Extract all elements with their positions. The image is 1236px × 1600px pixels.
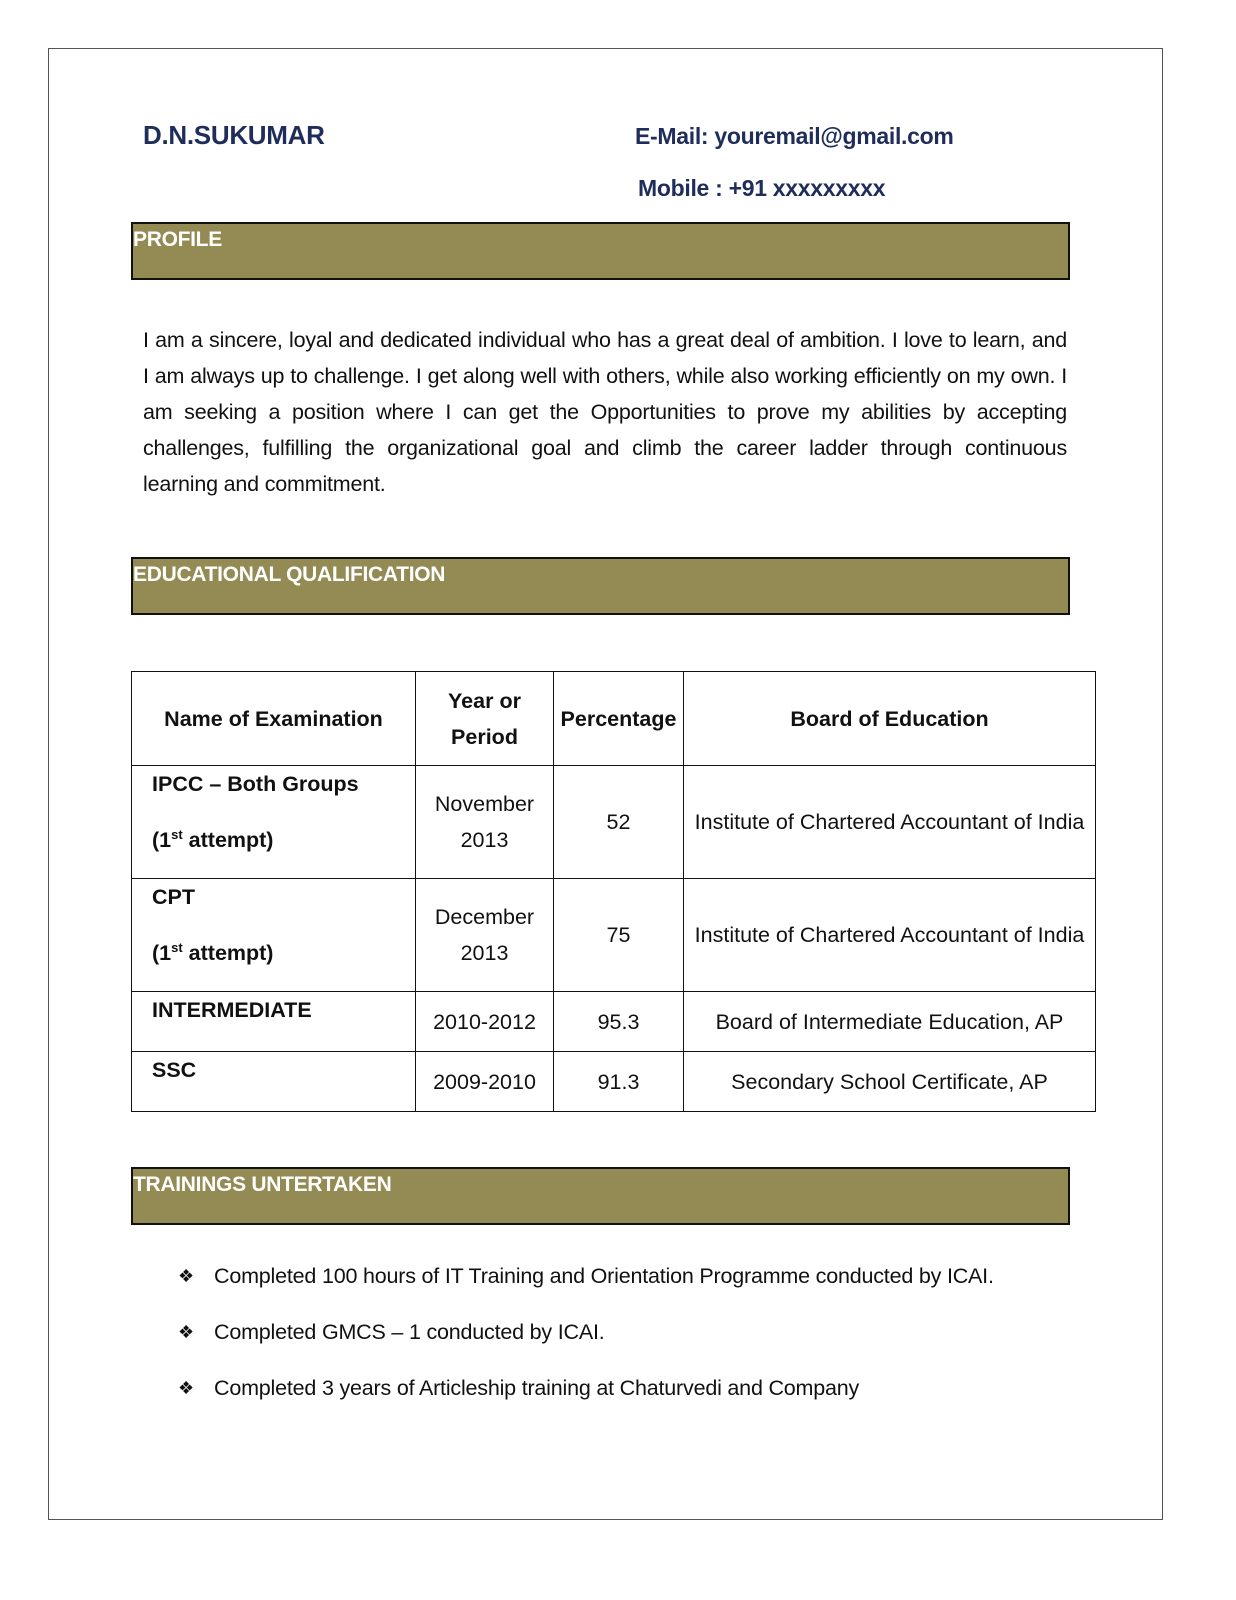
period-cell: 2009-2010 [416,1052,554,1112]
column-header-percentage: Percentage [554,672,684,766]
education-table [131,671,1096,1112]
trainings-heading: TRAININGS UNTERTAKEN [133,1173,392,1196]
column-header-board: Board of Education [684,672,1096,766]
exam-name: CPT [152,885,195,909]
mobile-text: Mobile : +91 xxxxxxxxx [638,175,886,201]
training-text: Completed GMCS – 1 conducted by ICAI. [214,1320,605,1344]
column-header-period: Year or Period [416,672,554,766]
trainings-section-header [131,1167,1070,1225]
profile-section-header [131,222,1070,280]
diamond-bullet-icon: ❖ [178,1378,194,1398]
exam-cell: INTERMEDIATE [132,992,416,1052]
list-item [178,1258,1058,1294]
period-cell: December 2013 [416,879,554,992]
percentage-cell: 91.3 [554,1052,684,1112]
trainings-list [178,1258,1058,1426]
period-cell: 2010-2012 [416,992,554,1052]
profile-heading: PROFILE [133,228,222,251]
board-cell: Secondary School Certificate, AP [684,1052,1096,1112]
exam-cell [132,766,416,879]
table-row [132,879,1096,992]
diamond-bullet-icon: ❖ [178,1322,194,1342]
exam-cell [132,879,416,992]
period-cell: November 2013 [416,766,554,879]
board-cell: Institute of Chartered Accountant of India [684,766,1096,879]
training-text: Completed 3 years of Articleship training at Chaturvedi and Company [214,1376,860,1400]
training-text: Completed 100 hours of IT Training and Orientation Programme conducted by ICAI. [214,1264,994,1288]
exam-attempt: (1st attempt) [152,939,274,965]
table-header-row [132,672,1096,766]
table-row [132,992,1096,1052]
board-cell: Board of Intermediate Education, AP [684,992,1096,1052]
exam-attempt: (1st attempt) [152,826,274,852]
candidate-name: D.N.SUKUMAR [143,120,325,150]
exam-name: IPCC – Both Groups [152,772,359,796]
table-row [132,1052,1096,1112]
education-heading: EDUCATIONAL QUALIFICATION [133,563,446,586]
list-item [178,1314,1058,1350]
column-header-exam: Name of Examination [132,672,416,766]
list-item [178,1370,1058,1406]
email-text: E-Mail: youremail@gmail.com [635,123,954,149]
exam-cell: SSC [132,1052,416,1112]
board-cell: Institute of Chartered Accountant of India [684,879,1096,992]
percentage-cell: 75 [554,879,684,992]
education-section-header [131,557,1070,615]
profile-paragraph: I am a sincere, loyal and dedicated individual who has a great deal of ambition. I love to learn, and I am always up to challenge. I get along well with others, while also working efficiently on my own. I am seeking a position where I can get the Opportunities to prove my abilities by accepting challenges, fulfilling the organizational goal and climb the career ladder through continuous learning and commitment. [143,328,1067,496]
percentage-cell: 95.3 [554,992,684,1052]
percentage-cell: 52 [554,766,684,879]
diamond-bullet-icon: ❖ [178,1266,194,1286]
table-row [132,766,1096,879]
